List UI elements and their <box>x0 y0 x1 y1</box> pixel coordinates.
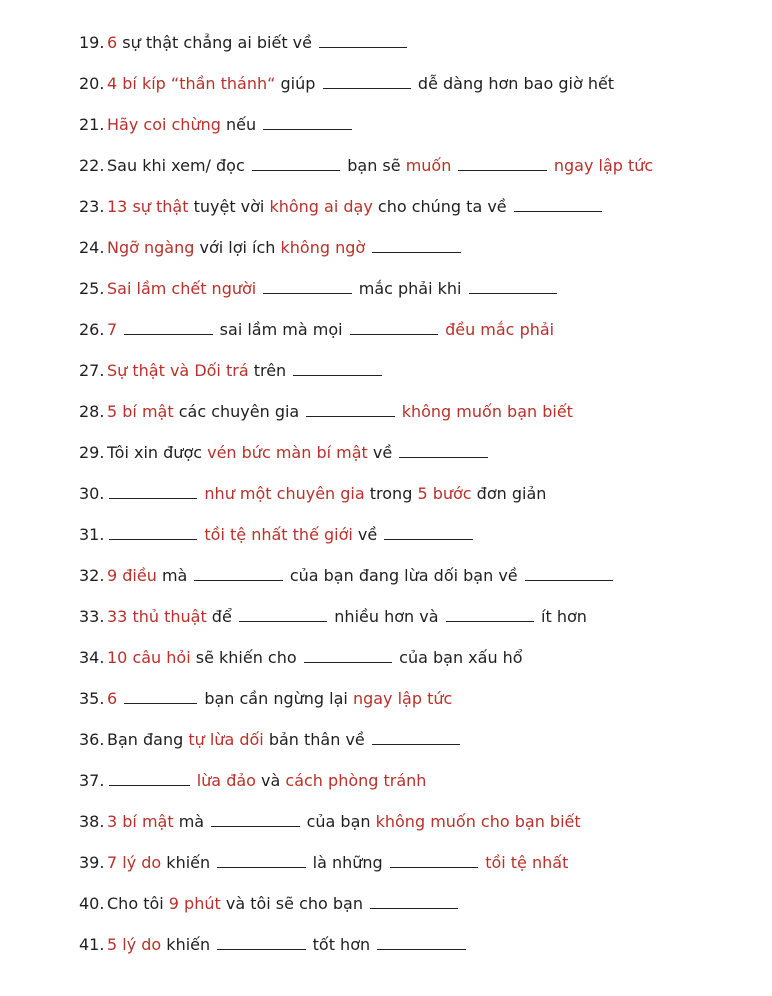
item-number: 38. <box>79 812 105 831</box>
plain-text: bạn cần ngừng lại <box>199 689 353 708</box>
highlighted-phrase: 6 <box>107 33 118 52</box>
highlighted-phrase: 3 bí mật <box>107 812 174 831</box>
item-number: 28. <box>79 402 105 421</box>
plain-text: tốt hơn <box>307 935 376 954</box>
list-item <box>0 153 772 194</box>
item-text <box>107 727 462 753</box>
plain-text <box>117 689 122 708</box>
plain-text: sai lầm mà mọi <box>214 320 348 339</box>
plain-text <box>365 238 370 257</box>
plain-text <box>256 279 261 298</box>
list-item <box>0 563 772 604</box>
item-number: 24. <box>79 238 105 257</box>
item-number: 30. <box>79 484 105 503</box>
fill-in-blank <box>458 169 546 171</box>
item-number: 36. <box>79 730 105 749</box>
plain-text: với lợi ích <box>194 238 281 257</box>
highlighted-phrase: cách phòng tránh <box>285 771 427 790</box>
highlighted-phrase: Hãy coi chừng <box>107 115 221 134</box>
item-number: 34. <box>79 648 105 667</box>
fill-in-blank <box>372 251 460 253</box>
item-text <box>107 440 490 466</box>
plain-text: và <box>255 771 286 790</box>
item-text <box>107 71 614 97</box>
highlighted-phrase: muốn <box>405 156 452 175</box>
fill-in-blank <box>217 948 305 950</box>
plain-text: về <box>352 525 383 544</box>
highlighted-phrase: không ai dạy <box>269 197 373 216</box>
list-item <box>0 71 772 112</box>
item-number: 32. <box>79 566 105 585</box>
item-number: 39. <box>79 853 105 872</box>
item-text <box>107 358 384 384</box>
plain-text: khiến <box>161 853 216 872</box>
plain-text: tuyệt vời <box>188 197 270 216</box>
plain-text: cho chúng ta về <box>372 197 512 216</box>
highlighted-phrase: tồi tệ nhất <box>485 853 569 872</box>
plain-text <box>451 156 456 175</box>
item-number: 31. <box>79 525 105 544</box>
plain-text: ít hơn <box>535 607 587 626</box>
item-text <box>107 194 604 220</box>
highlighted-phrase: 4 bí kíp “thần thánh“ <box>107 74 276 93</box>
list-item <box>0 30 772 71</box>
item-text <box>107 604 587 630</box>
list-item <box>0 440 772 481</box>
highlighted-phrase: tồi tệ nhất thế giới <box>204 525 353 544</box>
fill-in-blank <box>370 907 458 909</box>
plain-text: mà <box>156 566 193 585</box>
highlighted-phrase: 5 bí mật <box>107 402 174 421</box>
headline-template-list <box>0 30 772 973</box>
fill-in-blank <box>252 169 340 171</box>
plain-text: của bạn <box>301 812 376 831</box>
plain-text: nếu <box>220 115 262 134</box>
item-text <box>107 112 354 138</box>
highlighted-phrase: 9 phút <box>168 894 221 913</box>
highlighted-phrase: như một chuyên gia <box>204 484 365 503</box>
fill-in-blank <box>384 538 472 540</box>
item-number: 33. <box>79 607 105 626</box>
fill-in-blank <box>239 620 327 622</box>
fill-in-blank <box>306 415 394 417</box>
item-text <box>107 481 546 507</box>
fill-in-blank <box>399 456 487 458</box>
highlighted-phrase: không muốn cho bạn biết <box>375 812 581 831</box>
item-number: 41. <box>79 935 105 954</box>
plain-text: để <box>206 607 237 626</box>
plain-text: sự thật chẳng ai biết về <box>117 33 318 52</box>
item-text <box>107 850 568 876</box>
list-item <box>0 194 772 235</box>
highlighted-phrase: 6 <box>107 689 118 708</box>
highlighted-phrase: tự lừa dối <box>188 730 264 749</box>
list-item <box>0 850 772 891</box>
fill-in-blank <box>263 292 351 294</box>
list-item <box>0 891 772 932</box>
item-number: 40. <box>79 894 105 913</box>
plain-text: Cho tôi <box>107 894 169 913</box>
highlighted-phrase: Ngỡ ngàng <box>107 238 195 257</box>
item-text <box>107 563 615 589</box>
plain-text: của bạn xấu hổ <box>394 648 523 667</box>
highlighted-phrase: Sai lầm chết người <box>107 279 257 298</box>
plain-text: dễ dàng hơn bao giờ hết <box>412 74 615 93</box>
fill-in-blank <box>109 784 190 786</box>
item-text <box>107 30 409 56</box>
highlighted-phrase: ngay lập tức <box>352 689 453 708</box>
fill-in-blank <box>124 333 212 335</box>
fill-in-blank <box>293 374 381 376</box>
plain-text: bản thân về <box>263 730 370 749</box>
highlighted-phrase: 7 lý do <box>107 853 162 872</box>
list-item <box>0 235 772 276</box>
item-number: 21. <box>79 115 105 134</box>
plain-text: trên <box>248 361 292 380</box>
item-number: 19. <box>79 33 105 52</box>
item-text <box>107 768 426 794</box>
item-number: 25. <box>79 279 105 298</box>
plain-text: của bạn đang lừa dối bạn về <box>284 566 523 585</box>
plain-text: đơn giản <box>471 484 547 503</box>
list-item <box>0 358 772 399</box>
list-item <box>0 522 772 563</box>
fill-in-blank <box>319 46 407 48</box>
fill-in-blank <box>109 538 197 540</box>
plain-text: Tôi xin được <box>107 443 208 462</box>
fill-in-blank <box>304 661 392 663</box>
list-item <box>0 768 772 809</box>
plain-text: về <box>367 443 398 462</box>
list-item <box>0 276 772 317</box>
highlighted-phrase: Sự thật và Dối trá <box>107 361 249 380</box>
highlighted-phrase: 5 lý do <box>107 935 162 954</box>
item-text <box>107 235 463 261</box>
item-text <box>107 276 559 302</box>
fill-in-blank <box>211 825 299 827</box>
item-number: 35. <box>79 689 105 708</box>
highlighted-phrase: 10 câu hỏi <box>107 648 191 667</box>
fill-in-blank <box>124 702 197 704</box>
fill-in-blank <box>194 579 282 581</box>
item-text <box>107 153 653 179</box>
fill-in-blank <box>109 497 197 499</box>
item-text <box>107 932 468 958</box>
fill-in-blank <box>390 866 478 868</box>
highlighted-phrase: không muốn bạn biết <box>401 402 573 421</box>
highlighted-phrase: 33 thủ thuật <box>107 607 207 626</box>
item-number: 20. <box>79 74 105 93</box>
plain-text: nhiều hơn và <box>329 607 444 626</box>
item-number: 27. <box>79 361 105 380</box>
item-text <box>107 645 523 671</box>
highlighted-phrase: không ngờ <box>280 238 366 257</box>
highlighted-phrase: ngay lập tức <box>553 156 654 175</box>
item-text <box>107 522 475 548</box>
list-item <box>0 399 772 440</box>
fill-in-blank <box>372 743 460 745</box>
item-number: 37. <box>79 771 105 790</box>
list-item <box>0 112 772 153</box>
highlighted-phrase: vén bức màn bí mật <box>207 443 368 462</box>
plain-text: khiến <box>161 935 216 954</box>
list-item <box>0 809 772 850</box>
item-text <box>107 317 554 343</box>
highlighted-phrase: 9 điều <box>107 566 157 585</box>
list-item <box>0 727 772 768</box>
plain-text: mắc phải khi <box>353 279 467 298</box>
item-number: 26. <box>79 320 105 339</box>
fill-in-blank <box>263 128 351 130</box>
plain-text: và tôi sẽ cho bạn <box>220 894 369 913</box>
highlighted-phrase: 5 bước <box>417 484 472 503</box>
plain-text <box>117 320 122 339</box>
fill-in-blank <box>377 948 465 950</box>
list-item <box>0 932 772 973</box>
item-text <box>107 891 460 917</box>
fill-in-blank <box>446 620 534 622</box>
plain-text: trong <box>364 484 418 503</box>
plain-text: sẽ khiến cho <box>190 648 302 667</box>
list-item <box>0 481 772 522</box>
fill-in-blank <box>469 292 557 294</box>
item-text <box>107 809 581 835</box>
list-item <box>0 645 772 686</box>
highlighted-phrase: lừa đảo <box>196 771 256 790</box>
item-text <box>107 686 452 712</box>
plain-text: Bạn đang <box>107 730 189 749</box>
list-item <box>0 604 772 645</box>
fill-in-blank <box>323 87 411 89</box>
plain-text: Sau khi xem/ đọc <box>107 156 250 175</box>
highlighted-phrase: 7 <box>107 320 118 339</box>
fill-in-blank <box>350 333 438 335</box>
highlighted-phrase: 13 sự thật <box>107 197 189 216</box>
item-text <box>107 399 573 425</box>
fill-in-blank <box>217 866 305 868</box>
item-number: 23. <box>79 197 105 216</box>
plain-text: các chuyên gia <box>173 402 305 421</box>
plain-text: mà <box>173 812 210 831</box>
item-number: 29. <box>79 443 105 462</box>
fill-in-blank <box>514 210 602 212</box>
highlighted-phrase: đều mắc phải <box>445 320 555 339</box>
plain-text: giúp <box>275 74 321 93</box>
list-item <box>0 317 772 358</box>
item-number: 22. <box>79 156 105 175</box>
plain-text: bạn sẽ <box>342 156 406 175</box>
fill-in-blank <box>525 579 613 581</box>
list-item <box>0 686 772 727</box>
plain-text: là những <box>307 853 388 872</box>
